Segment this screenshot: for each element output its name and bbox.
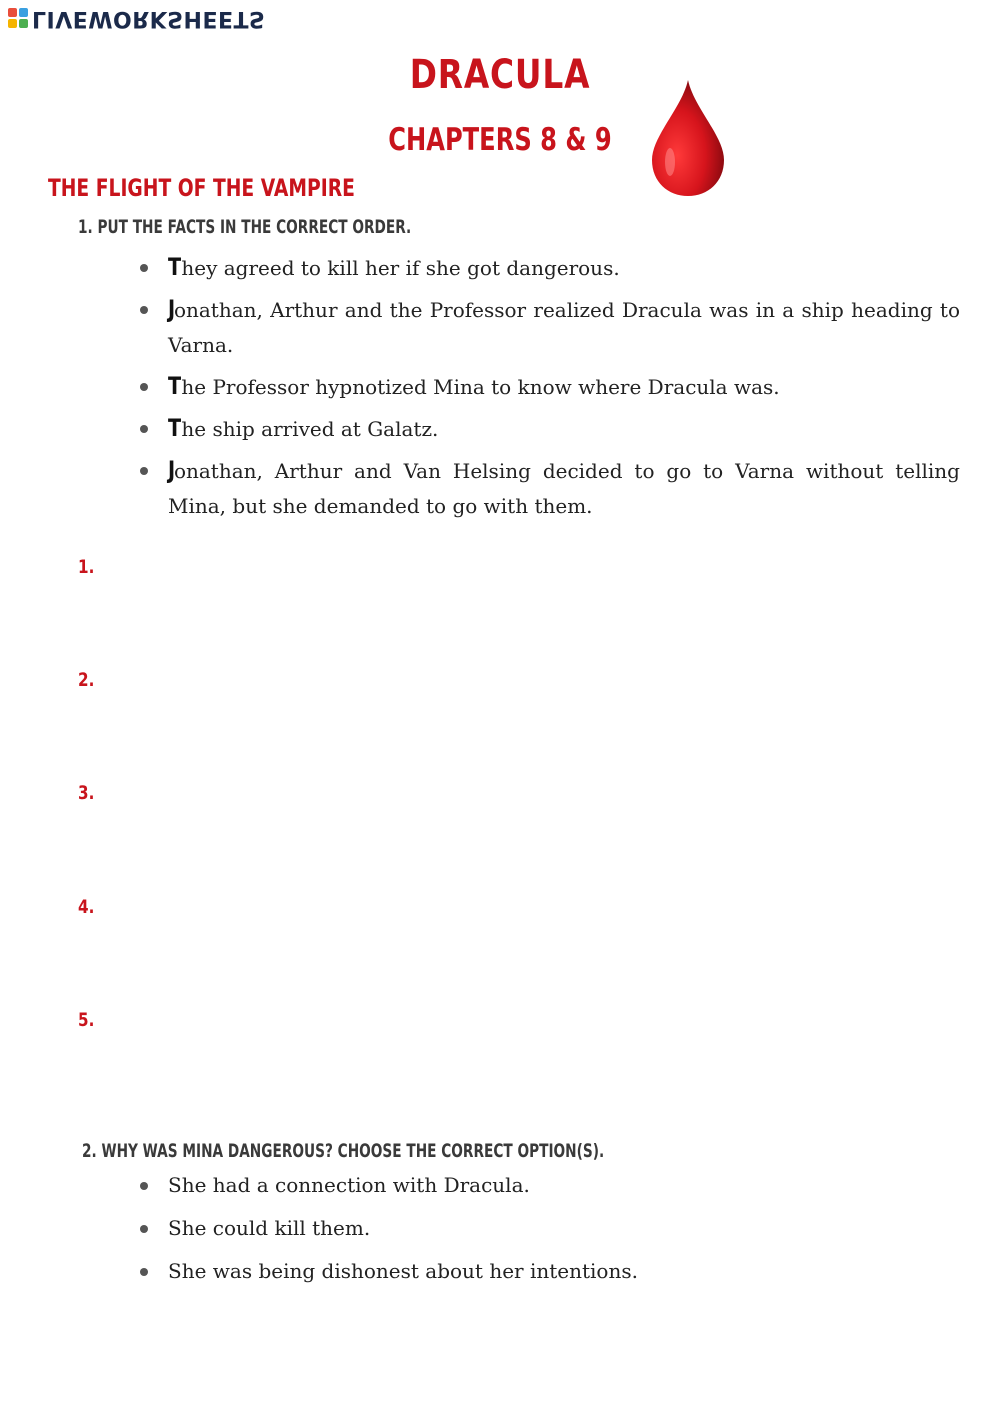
drop-cap: J [168,456,176,484]
fact-text: onathan, Arthur and Van Helsing decided to go to Varna without telling Mina, but she demanded to go with them. [168,459,960,518]
list-item[interactable] [130,292,960,363]
section-title: THE FLIGHT OF THE VAMPIRE [48,174,355,202]
drop-cap: T [168,414,182,442]
list-item[interactable] [130,453,960,524]
answer-slot-1[interactable]: 1. [78,556,95,578]
option-item[interactable]: She had a connection with Dracula. [130,1168,960,1203]
answer-slot-3[interactable]: 3. [78,782,95,804]
list-item[interactable] [130,250,960,286]
drop-cap: J [168,295,176,323]
drop-cap: T [168,253,182,281]
answer-slot-2[interactable]: 2. [78,669,95,691]
page-subtitle: CHAPTERS 8 & 9 [388,122,612,158]
question-2: 2. WHY WAS MINA DANGEROUS? CHOOSE THE CORRECT OPTION(S). [82,1140,605,1162]
fact-text: he ship arrived at Galatz. [181,417,439,441]
facts-list [130,250,960,530]
option-item[interactable]: She could kill them. [130,1211,960,1246]
logo-text: LIVEWORKSHEETS [32,5,266,31]
answer-slot-5[interactable]: 5. [78,1009,95,1031]
drop-cap: T [168,372,182,400]
options-list [130,1168,960,1297]
list-item[interactable] [130,369,960,405]
logo-blocks-icon [8,8,28,28]
list-item[interactable] [130,411,960,447]
option-item[interactable]: She was being dishonest about her intentions. [130,1254,960,1289]
answer-slot-4[interactable]: 4. [78,896,95,918]
liveworksheets-logo [8,4,265,32]
fact-text: hey agreed to kill her if she got dangerous. [181,256,620,280]
question-1: 1. PUT THE FACTS IN THE CORRECT ORDER. [78,216,412,238]
blood-drop-icon [650,78,726,198]
fact-text: he Professor hypnotized Mina to know where Dracula was. [181,375,780,399]
fact-text: onathan, Arthur and the Professor realized Dracula was in a ship heading to Varna. [168,298,960,357]
page-title: DRACULA [409,52,591,98]
